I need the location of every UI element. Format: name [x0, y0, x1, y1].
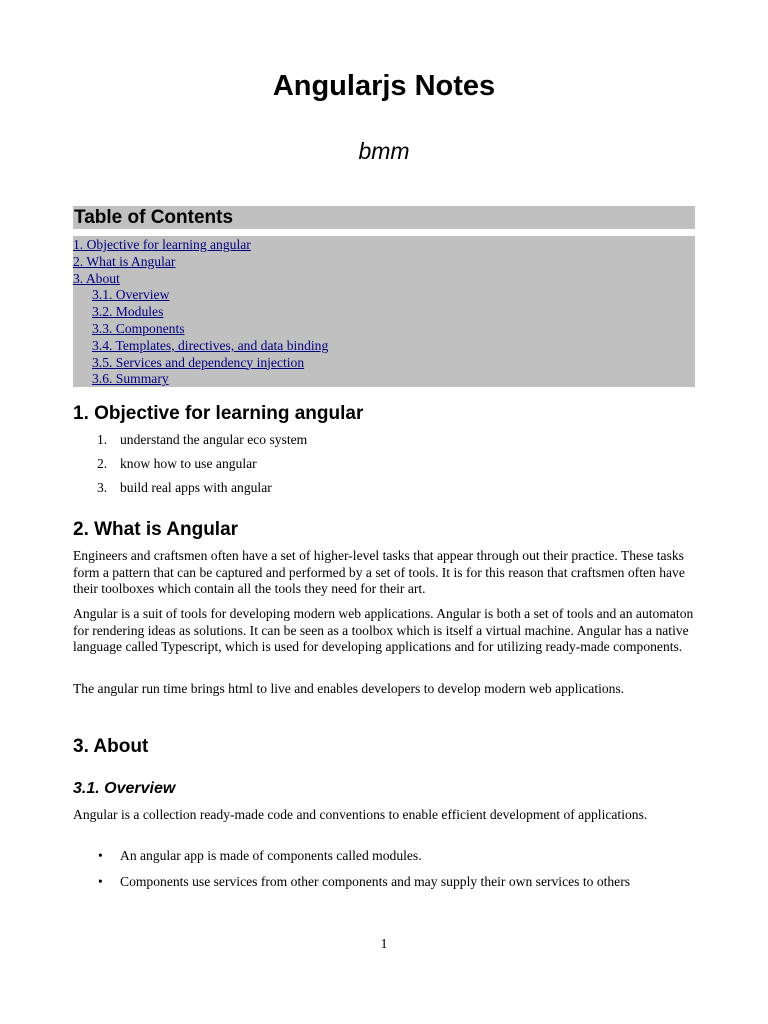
list-item: [73, 480, 695, 497]
list-number: 2.: [97, 455, 108, 471]
paragraph: Angular is a collection ready-made code and conventions to enable efficient development of applications.: [73, 807, 648, 822]
paragraph: Engineers and craftsmen often have a set of higher-level tasks that appear through out their practice. These tasks form a pattern that can be captured and performed by a set of tools. It is for this reason that craftsmen often have their toolboxes which contain all the tools they need for their art.: [73, 548, 685, 597]
toc-link-what-is-angular[interactable]: 2. What is Angular: [73, 253, 176, 269]
list-item: [73, 432, 695, 449]
document-title: Angularjs Notes: [272, 70, 496, 102]
bullet-icon: •: [98, 848, 103, 863]
subsection-heading-overview: 3.1. Overview: [73, 780, 176, 797]
toc-list: [73, 236, 695, 387]
toc-link-overview[interactable]: 3.1. Overview: [92, 287, 170, 303]
section-heading-about: 3. About: [73, 736, 149, 757]
paragraph: The angular run time brings html to live and enables developers to develop modern web applications.: [73, 681, 625, 696]
toc-link-modules[interactable]: 3.2. Modules: [92, 304, 164, 320]
list-item-text: An angular app is made of components called modules.: [120, 848, 422, 863]
list-number: 1.: [97, 432, 108, 447]
toc-link-services[interactable]: 3.5. Services and dependency injection: [92, 354, 305, 370]
page-number: 1: [380, 937, 388, 952]
toc-link-objective[interactable]: 1. Objective for learning angular: [73, 237, 251, 252]
toc-link-components[interactable]: 3.3. Components: [92, 320, 185, 336]
list-number: 3.: [97, 479, 108, 495]
list-item-text: Components use services from other components and may supply their own services to others: [120, 873, 631, 889]
list-item: [73, 874, 695, 891]
list-item-text: build real apps with angular: [120, 479, 272, 495]
bullet-icon: •: [98, 873, 103, 889]
document-author: bmm: [358, 138, 410, 164]
section-heading-what-is-angular: 2. What is Angular: [73, 519, 239, 540]
list-item-text: understand the angular eco system: [120, 432, 308, 447]
list-item: [73, 848, 695, 865]
toc-heading: Table of Contents: [73, 206, 695, 229]
list-item-text: know how to use angular: [120, 455, 257, 471]
objective-list: [73, 432, 695, 497]
section-heading-objective: 1. Objective for learning angular: [73, 403, 364, 424]
toc-link-templates[interactable]: 3.4. Templates, directives, and data binding: [92, 337, 329, 353]
toc-link-about[interactable]: 3. About: [73, 270, 120, 286]
list-item: [73, 456, 695, 473]
paragraph: Angular is a suit of tools for developing modern web applications. Angular is both a set of tools and an automaton for rendering ideas as solutions. It can be seen as a toolbox which is itself a virtual machine. Angular has a native language called Typescript, which is used for developing applications and for utilizing ready-made components.: [73, 606, 694, 655]
toc-link-summary[interactable]: 3.6. Summary: [92, 371, 169, 387]
overview-bullet-list: [73, 848, 695, 890]
